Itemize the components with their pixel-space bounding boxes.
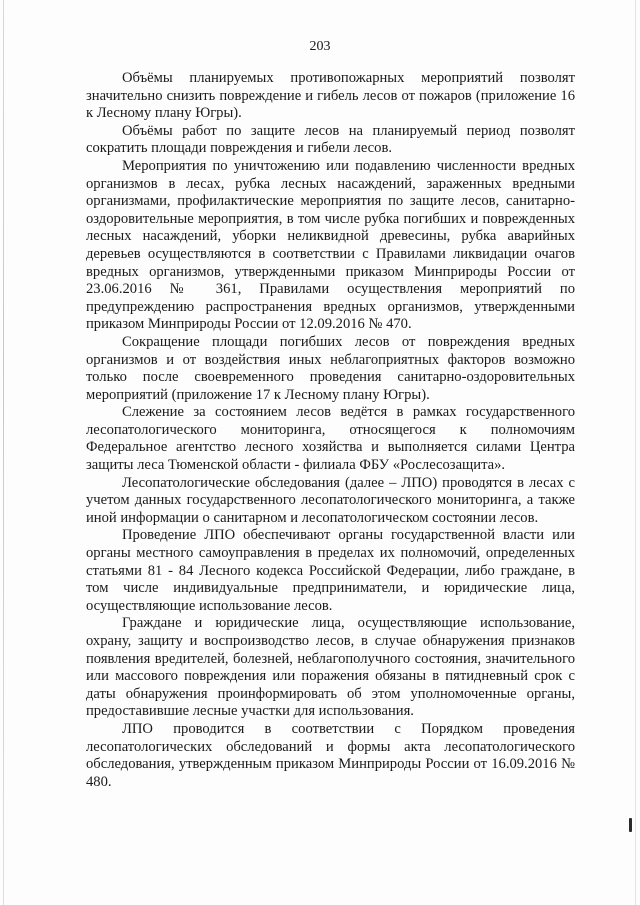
paragraph-fire-measures: Объёмы планируемых противопожарных мероприятий позволят значительно снизить повреждение и гибель лесов от пожаров (приложение 16 к Лесному плану Югры).	[86, 70, 575, 122]
paragraph-area-reduction: Сокращение площади погибших лесов от повреждения вредных организмов и от воздействия иных неблагоприятных факторов возможно только после своевременного проведения санитарно-оздоровительных мероприятий (приложение 17 к Лесному плану Югры).	[86, 333, 575, 403]
paragraph-pest-measures: Мероприятия по уничтожению или подавлению численности вредных организмов в лесах, рубка лесных насаждений, зараженных вредными организмами, профилактические мероприятия по защите лесов, санитарно-оздоровительные мероприятия, в том числе рубка погибших и поврежденных лесных насаждений, уборки неликвидной древесины, рубка аварийных деревьев осуществляются в соответствии с Правилами ликвидации очагов вредных организмов, утвержденными приказом Минприроды России от 23.06.2016 № 361, Правилами осуществления мероприятий по предупреждению распространения вредных организмов, утвержденными приказом Минприроды России от 12.09.2016 № 470.	[86, 157, 575, 333]
paragraph-lpo-providers: Проведение ЛПО обеспечивают органы государственной власти или органы местного самоуправления в пределах их полномочий, определенных статьями 81 - 84 Лесного кодекса Российской Федерации, либо граждане, в том числе индивидуальные предприниматели, и юридические лица, осуществляющие использование лесов.	[86, 527, 575, 614]
document-body	[86, 70, 575, 791]
paragraph-citizens-duties: Граждане и юридические лица, осуществляющие использование, охрану, защиту и воспроизводство лесов, в случае обнаружения признаков появления вредителей, болезней, неблагополучного состояния, значительного или массового повреждения или поражения обязаны в пятидневный срок с даты обнаружения проинформировать об этом уполномоченные органы, предоставившие лесные участки для использования.	[86, 615, 575, 720]
page-number: 203	[309, 39, 331, 54]
paragraph-protection-volume: Объёмы работ по защите лесов на планируемый период позволят сократить площади повреждения и гибели лесов.	[86, 122, 575, 157]
paragraph-lpo-procedure: ЛПО проводится в соответствии с Порядком проведения лесопатологических обследований и формы акта лесопатологического обследования, утвержденным приказом Минприроды России от 16.09.2016 № 480.	[86, 720, 575, 790]
paragraph-monitoring: Слежение за состоянием лесов ведётся в рамках государственного лесопатологического мониторинга, относящегося к полномочиям Федеральное агентство лесного хозяйства и выполняется силами Центра защиты леса Тюменской области - филиала ФБУ «Рослесозащита».	[86, 404, 575, 474]
scan-edge-left	[3, 0, 4, 905]
paragraph-lpo-definition: Лесопатологические обследования (далее – ЛПО) проводятся в лесах с учетом данных государственного лесопатологического мониторинга, а также иной информации о санитарном и лесопатологическом состоянии лесов.	[86, 474, 575, 526]
scan-edge-right	[635, 0, 636, 905]
scan-mark	[629, 818, 632, 832]
